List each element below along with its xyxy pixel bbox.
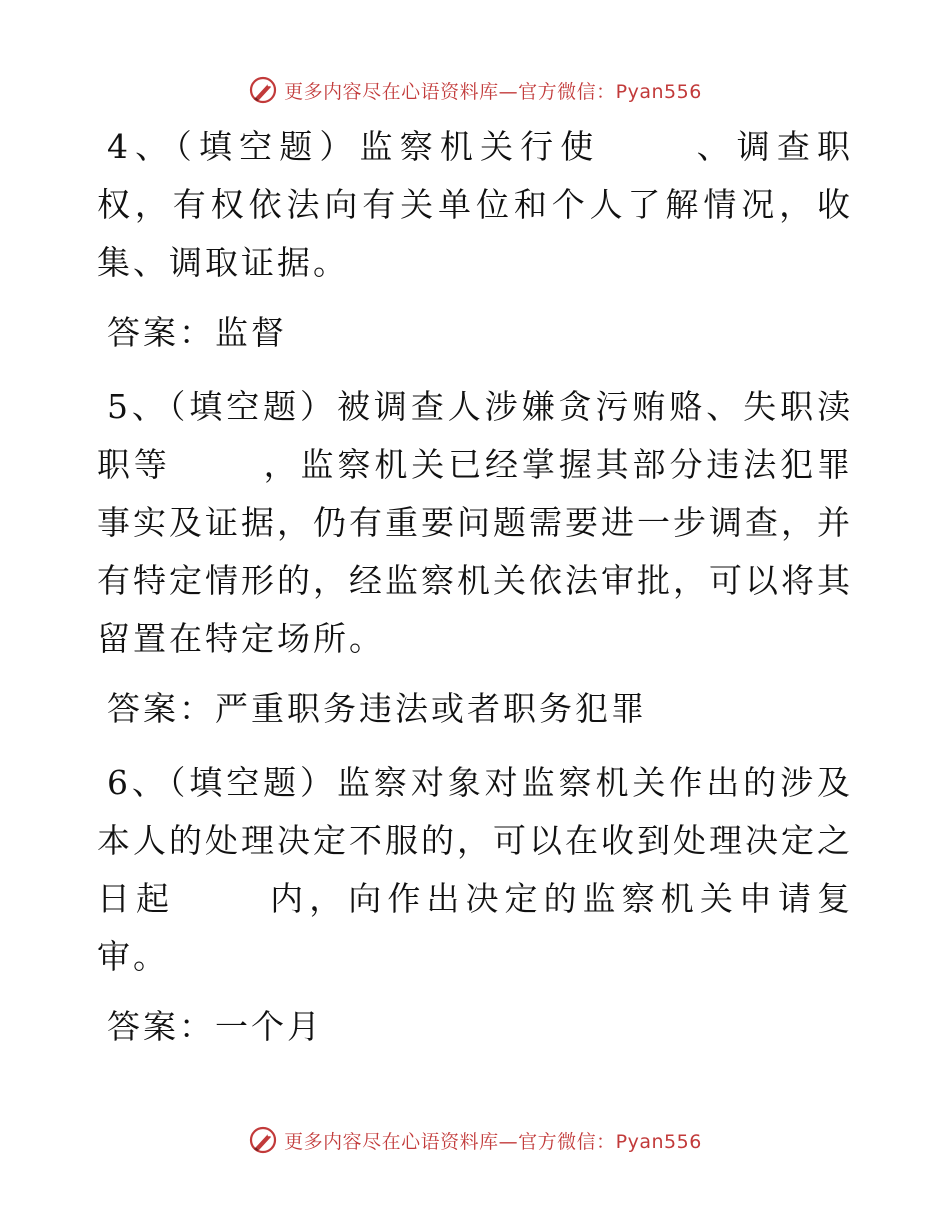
answer-4 [97, 304, 853, 362]
answer-text: 一个月 [215, 1007, 323, 1046]
banner-text: 更多内容尽在心语资料库—官方微信：Pyan556 [284, 1130, 702, 1153]
pen-logo-icon [248, 1125, 278, 1155]
document-body [97, 118, 853, 1056]
question-text-before: 监察对象对监察机关作出的涉及本人的处理决定不服的，可以在收到处理决定之日起 [97, 763, 854, 918]
question-type: （填空题） [175, 127, 360, 166]
answer-label: 答案： [107, 689, 215, 728]
answer-6 [97, 998, 853, 1056]
question-text-after: 内，向作出决定的监察机关申请复审。 [97, 879, 854, 976]
question-number: 5、 [107, 387, 169, 426]
answer-text: 严重职务违法或者职务犯罪 [215, 689, 647, 728]
question-type: （填空题） [168, 763, 337, 802]
footer-banner [0, 1120, 950, 1160]
question-5 [97, 378, 853, 668]
banner-text: 更多内容尽在心语资料库—官方微信：Pyan556 [284, 80, 702, 103]
question-6 [97, 754, 853, 986]
pen-logo-icon [248, 75, 278, 105]
answer-text: 监督 [215, 313, 287, 352]
question-number: 6、 [107, 763, 169, 802]
question-text-after: ，监察机关已经掌握其部分违法犯罪事实及证据，仍有重要问题需要进一步调查，并有特定情形的，经监察机关依法审批，可以将其留置在特定场所。 [97, 445, 854, 658]
question-4 [97, 118, 853, 292]
answer-label: 答案： [107, 1007, 215, 1046]
header-banner [0, 70, 950, 110]
question-type: （填空题） [168, 387, 337, 426]
question-text-after: 、调查职权，有权依法向有关单位和个人了解情况，收集、调取证据。 [97, 127, 854, 282]
question-text-before: 监察机关行使 [359, 127, 601, 166]
answer-label: 答案： [107, 313, 215, 352]
question-text-before: 被调查人涉嫌贪污贿赂、失职渎职等 [97, 387, 854, 484]
answer-5 [97, 680, 853, 738]
question-number: 4、 [107, 127, 176, 166]
